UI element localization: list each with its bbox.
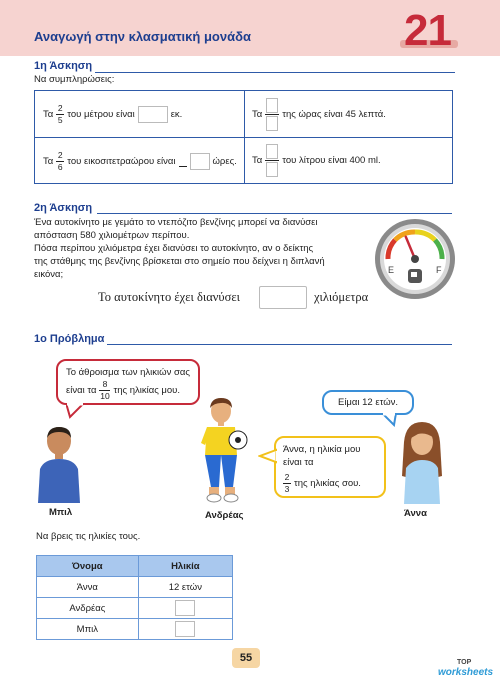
gauge-full-label: F [436,265,442,275]
answer-box-cm[interactable] [138,106,168,123]
exercise2-line: Ένα αυτοκίνητο με γεμάτο το ντεπόζιτο βενζίνης μπορεί να διανύσει [34,217,318,228]
problem1-title: 1ο Πρόβλημα [34,333,105,345]
fuel-gauge-icon [372,217,458,299]
exercise2-text [34,216,325,281]
page-title: Αναγωγή στην κλασματική μονάδα [34,29,251,44]
answer-box-bill-age[interactable] [175,621,195,637]
exercise1-cell-2 [252,98,386,131]
fraction-bar [265,160,279,161]
fraction-bar [265,114,279,115]
exercise2-title: 2η Άσκηση [34,202,93,214]
cell-text: Τα [43,156,54,167]
speech-bubble-bill [56,359,200,405]
exercise2-divider [97,213,452,214]
answer-box-andreas-age[interactable] [175,600,195,616]
cell-text: Τα [252,155,263,166]
table-cell-name: Άννα [37,577,139,598]
bubble-text: της ηλικίας σου. [294,478,361,489]
fraction-numerator: 2 [284,472,290,482]
answer-box-denominator[interactable] [266,116,278,131]
table-cell-age [138,598,232,619]
cell-text: του λίτρου είναι 400 ml. [282,155,381,166]
fraction-denominator: 10 [100,391,110,401]
exercise1-divider [95,72,455,73]
grid-divider-horizontal [35,137,452,138]
table-cell-age: 12 ετών [138,577,232,598]
cell-text: της ώρας είναι 45 λεπτά. [282,109,386,120]
cell-unit: ώρες. [212,156,237,167]
exercise1-cell-1 [43,104,182,125]
table-cell-name: Ανδρέας [37,598,139,619]
exercise1-cell-3 [43,151,237,172]
exercise2-line: εικόνα; [34,269,64,280]
problem1-instruction: Να βρεις τις ηλικίες τους. [36,531,141,542]
speech-bubble-andreas [274,436,386,498]
andreas-illustration-icon [199,395,249,505]
bubble-text: Άννα, η ηλικία μου είναι τα [283,444,361,468]
cell-unit: εκ. [170,109,183,120]
answer-box-kilometers[interactable] [259,286,307,309]
bill-illustration-icon [34,425,84,503]
bubble-tail-andreas [258,448,278,466]
table-header-age: Ηλικία [138,556,232,577]
name-label-andreas: Ανδρέας [205,510,244,521]
underline-blank [179,157,187,167]
fraction [56,104,64,125]
speech-bubble-anna: Είμαι 12 ετών. [322,390,414,415]
table-row [37,598,233,619]
chapter-number: 21 [404,6,451,55]
page-number: 55 [232,648,260,668]
fraction-numerator: 2 [57,150,63,160]
fraction-denominator: 5 [57,115,63,125]
answer-box-numerator[interactable] [266,144,278,159]
fraction-numerator: 8 [102,379,108,389]
cell-text: Τα [252,109,263,120]
logo-worksheets-text: worksheets [438,667,494,678]
table-cell-name: Μπιλ [37,619,139,640]
bubble-text: είναι τα [66,385,97,396]
exercise2-unit: χιλιόμετρα [314,290,369,304]
fraction [99,380,110,401]
answer-box-hours[interactable] [190,153,210,170]
answer-box-denominator[interactable] [266,162,278,177]
cell-text: του εικοσιτετραώρου είναι [67,156,176,167]
table-header-row [37,556,233,577]
exercise1-instruction: Να συμπληρώσεις: [34,74,115,85]
name-label-bill: Μπιλ [49,507,73,518]
fraction-denominator: 3 [284,484,290,494]
ages-table [36,555,233,640]
bubble-text: Το άθροισμα των ηλικιών σας [66,367,190,378]
bubble-tail-bill [66,403,86,419]
problem1-divider [107,344,452,345]
cell-text: του μέτρου είναι [67,109,135,120]
table-row [37,619,233,640]
fraction [283,473,291,494]
bubble-text: της ηλικίας μου. [113,385,181,396]
table-header-name: Όνομα [37,556,139,577]
exercise2-line: της στάθμης της βενζίνης βρίσκεται στο σημείο που δείχνει η διπλανή [34,256,325,267]
logo-top-text: TOP [457,659,472,666]
anna-illustration-icon [396,420,448,504]
bubble-line [283,473,377,494]
gauge-empty-label: E [388,265,395,275]
fraction-answer [265,98,279,131]
fraction-answer [265,144,279,177]
table-cell-age [138,619,232,640]
exercise1-title: 1η Άσκηση [34,60,93,72]
fraction-numerator: 2 [57,103,63,113]
name-label-anna: Άννα [404,508,427,519]
answer-box-numerator[interactable] [266,98,278,113]
exercise1-grid [34,90,453,184]
fraction [56,151,64,172]
exercise1-cell-4 [252,144,381,177]
table-row [37,577,233,598]
fraction-denominator: 6 [57,162,63,172]
exercise2-line: Πόσα περίπου χιλιόμετρα έχει διανύσει το αυτοκίνητο, αν ο δείκτης [34,243,314,254]
exercise2-sentence: Το αυτοκίνητο έχει διανύσει [98,290,240,304]
cell-text: Τα [43,109,54,120]
exercise2-line: απόσταση 580 χιλιομέτρων περίπου. [34,230,190,241]
bubble-line [66,380,190,401]
